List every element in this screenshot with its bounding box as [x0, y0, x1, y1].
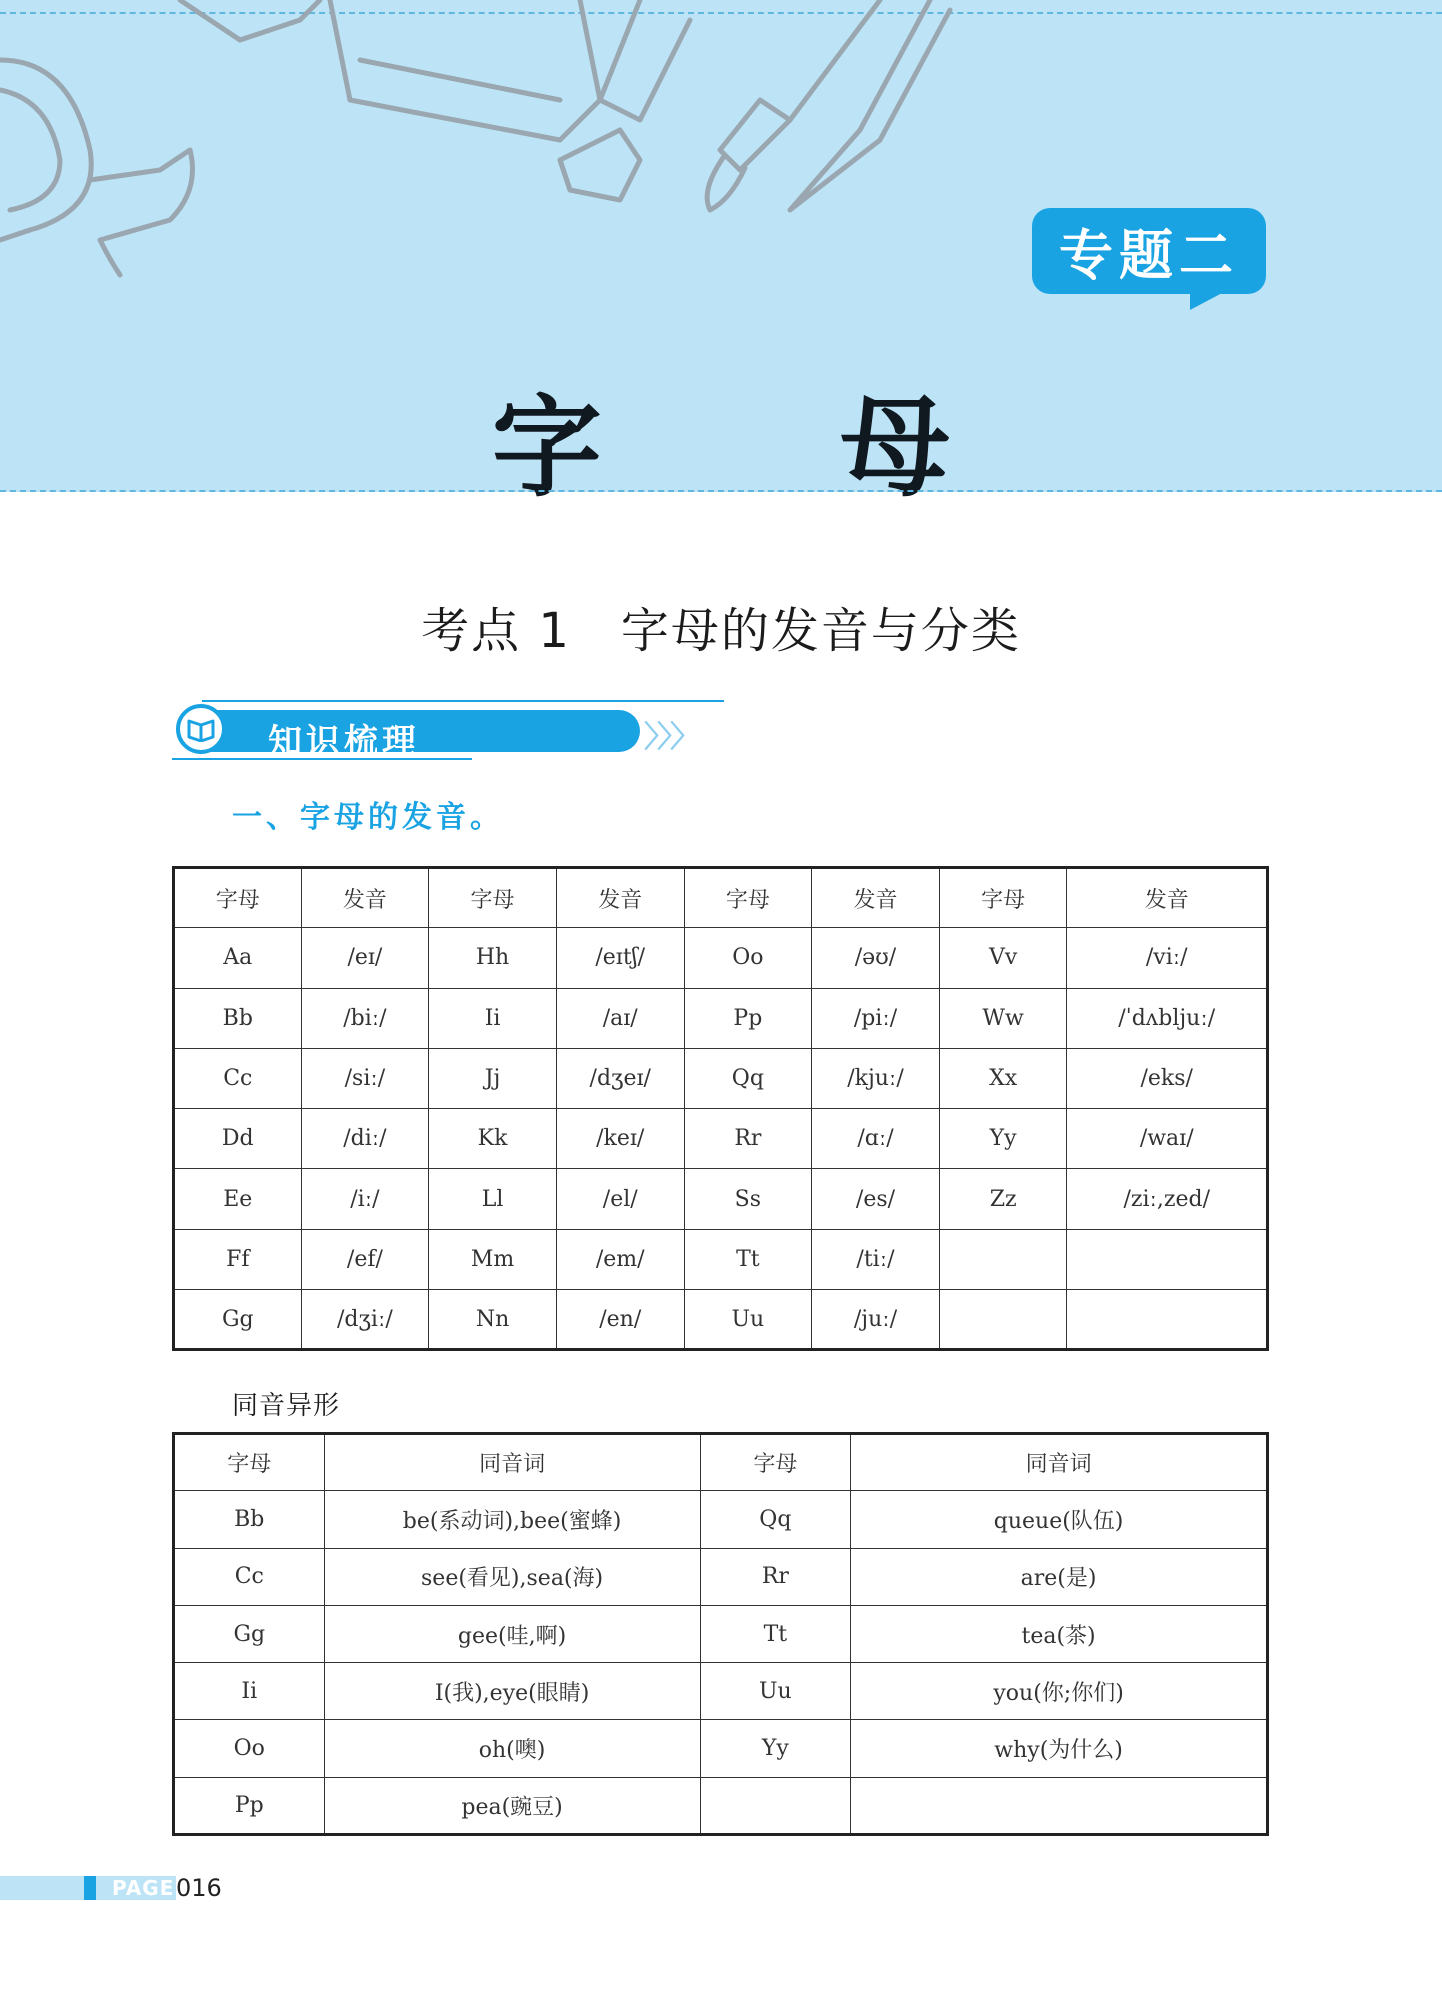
- knowledge-line-top: [202, 700, 724, 702]
- header-cell: 字母: [684, 868, 812, 928]
- table-cell: Dd: [174, 1109, 302, 1169]
- table-cell: Xx: [939, 1048, 1067, 1108]
- knowledge-line-bottom: [172, 758, 472, 760]
- header-cell: 字母: [939, 868, 1067, 928]
- table-cell: Bb: [174, 988, 302, 1048]
- table-cell: Cc: [174, 1548, 325, 1605]
- header-cell: 发音: [301, 868, 429, 928]
- table-cell: /viː/: [1067, 928, 1268, 988]
- table-cell: Kk: [429, 1109, 557, 1169]
- table-cell: Ss: [684, 1169, 812, 1229]
- topic-badge: [1032, 208, 1266, 294]
- section-title: 考点 1 字母的发音与分类: [421, 603, 1021, 659]
- table-cell: Aa: [174, 928, 302, 988]
- header-banner: [0, 0, 1442, 512]
- table-cell: pea(豌豆): [324, 1777, 700, 1834]
- table-cell: Ii: [429, 988, 557, 1048]
- table-cell: /tiː/: [812, 1229, 940, 1289]
- knowledge-label: [172, 700, 698, 764]
- table-cell: [851, 1777, 1268, 1834]
- table-cell: Ll: [429, 1169, 557, 1229]
- table-row: [174, 1663, 1268, 1720]
- table-row: [174, 1290, 1268, 1350]
- table-cell: you(你;你们): [851, 1663, 1268, 1720]
- table-cell: /eɪtʃ/: [556, 928, 684, 988]
- page-number: 016: [176, 1874, 222, 1902]
- table-cell: [1067, 1290, 1268, 1350]
- table-cell: /biː/: [301, 988, 429, 1048]
- table-row: [174, 1548, 1268, 1605]
- table-cell: Qq: [700, 1491, 851, 1548]
- table-header-row: [174, 1434, 1268, 1491]
- table-cell: /ˈdʌbljuː/: [1067, 988, 1268, 1048]
- footer-page-word: PAGE: [112, 1876, 175, 1900]
- table-cell: Qq: [684, 1048, 812, 1108]
- topic-badge-tail: [1190, 292, 1224, 310]
- table-cell: /eks/: [1067, 1048, 1268, 1108]
- table-cell: Ee: [174, 1169, 302, 1229]
- table-cell: /dʒiː/: [301, 1290, 429, 1350]
- table-cell: /iː/: [301, 1169, 429, 1229]
- table-cell: /waɪ/: [1067, 1109, 1268, 1169]
- table-cell: Cc: [174, 1048, 302, 1108]
- homophone-table: [172, 1432, 1269, 1836]
- table-row: [174, 1777, 1268, 1834]
- table-cell: /el/: [556, 1169, 684, 1229]
- table-cell: Pp: [684, 988, 812, 1048]
- banner-bottom-dashed-line: [0, 490, 1442, 492]
- table-row: [174, 1048, 1268, 1108]
- table-cell: Zz: [939, 1169, 1067, 1229]
- table-cell: Yy: [939, 1109, 1067, 1169]
- table-cell: Ww: [939, 988, 1067, 1048]
- table-cell: Ii: [174, 1663, 325, 1720]
- table-cell: /es/: [812, 1169, 940, 1229]
- homophone-heading: 同音异形: [232, 1391, 341, 1421]
- sub-heading: 一、字母的发音。: [232, 800, 504, 835]
- header-cell: 发音: [556, 868, 684, 928]
- table-cell: Oo: [684, 928, 812, 988]
- header-cell: 同音词: [851, 1434, 1268, 1491]
- table-cell: /diː/: [301, 1109, 429, 1169]
- chevron-right-icon: 〉〉〉: [644, 720, 698, 755]
- chapter-title: 字 母: [491, 384, 1051, 512]
- table-cell: /piː/: [812, 988, 940, 1048]
- table-cell: Nn: [429, 1290, 557, 1350]
- table-cell: Oo: [174, 1720, 325, 1777]
- table-cell: /em/: [556, 1229, 684, 1289]
- table-cell: Tt: [700, 1605, 851, 1662]
- table-cell: [700, 1777, 851, 1834]
- header-cell: 字母: [700, 1434, 851, 1491]
- table-cell: /kjuː/: [812, 1048, 940, 1108]
- table-cell: /ef/: [301, 1229, 429, 1289]
- table-cell: Yy: [700, 1720, 851, 1777]
- header-cell: 字母: [174, 868, 302, 928]
- table-cell: [939, 1290, 1067, 1350]
- table-cell: why(为什么): [851, 1720, 1268, 1777]
- table-cell: Hh: [429, 928, 557, 988]
- table-cell: gee(哇,啊): [324, 1605, 700, 1662]
- table-row: [174, 1605, 1268, 1662]
- header-cell: 发音: [812, 868, 940, 928]
- table-cell: [939, 1229, 1067, 1289]
- table-cell: /aɪ/: [556, 988, 684, 1048]
- header-cell: 字母: [174, 1434, 325, 1491]
- table-cell: Gg: [174, 1605, 325, 1662]
- table-cell: Rr: [700, 1548, 851, 1605]
- header-cell: 字母: [429, 868, 557, 928]
- table-cell: /ziː,zed/: [1067, 1169, 1268, 1229]
- table-cell: Gg: [174, 1290, 302, 1350]
- table-cell: /juː/: [812, 1290, 940, 1350]
- table-cell: /dʒeɪ/: [556, 1048, 684, 1108]
- table-row: [174, 1109, 1268, 1169]
- knowledge-label-text: 知识梳理: [268, 722, 420, 762]
- table-cell: be(系动词),bee(蜜蜂): [324, 1491, 700, 1548]
- table-row: [174, 988, 1268, 1048]
- table-header-row: [174, 868, 1268, 928]
- table-cell: /eɪ/: [301, 928, 429, 988]
- table-cell: Jj: [429, 1048, 557, 1108]
- table-cell: [1067, 1229, 1268, 1289]
- table-cell: Tt: [684, 1229, 812, 1289]
- table-cell: I(我),eye(眼睛): [324, 1663, 700, 1720]
- header-cell: 发音: [1067, 868, 1268, 928]
- table-row: [174, 1491, 1268, 1548]
- table-cell: Mm: [429, 1229, 557, 1289]
- header-cell: 同音词: [324, 1434, 700, 1491]
- table-cell: are(是): [851, 1548, 1268, 1605]
- table-cell: /əʊ/: [812, 928, 940, 988]
- footer-accent-mark: [84, 1876, 96, 1900]
- book-icon: [176, 704, 226, 754]
- table-cell: /ɑː/: [812, 1109, 940, 1169]
- table-cell: Ff: [174, 1229, 302, 1289]
- table-cell: oh(噢): [324, 1720, 700, 1777]
- table-row: [174, 1169, 1268, 1229]
- table-cell: see(看见),sea(海): [324, 1548, 700, 1605]
- table-cell: tea(茶): [851, 1605, 1268, 1662]
- table-cell: /siː/: [301, 1048, 429, 1108]
- table-cell: Vv: [939, 928, 1067, 988]
- table-cell: Rr: [684, 1109, 812, 1169]
- table-row: [174, 928, 1268, 988]
- table-cell: Pp: [174, 1777, 325, 1834]
- topic-badge-label: 专题二: [1059, 223, 1239, 287]
- table-row: [174, 1229, 1268, 1289]
- table-cell: /keɪ/: [556, 1109, 684, 1169]
- alphabet-pronunciation-table: [172, 866, 1269, 1351]
- table-row: [174, 1720, 1268, 1777]
- table-cell: queue(队伍): [851, 1491, 1268, 1548]
- table-cell: Uu: [684, 1290, 812, 1350]
- table-cell: /en/: [556, 1290, 684, 1350]
- table-cell: Bb: [174, 1491, 325, 1548]
- table-cell: Uu: [700, 1663, 851, 1720]
